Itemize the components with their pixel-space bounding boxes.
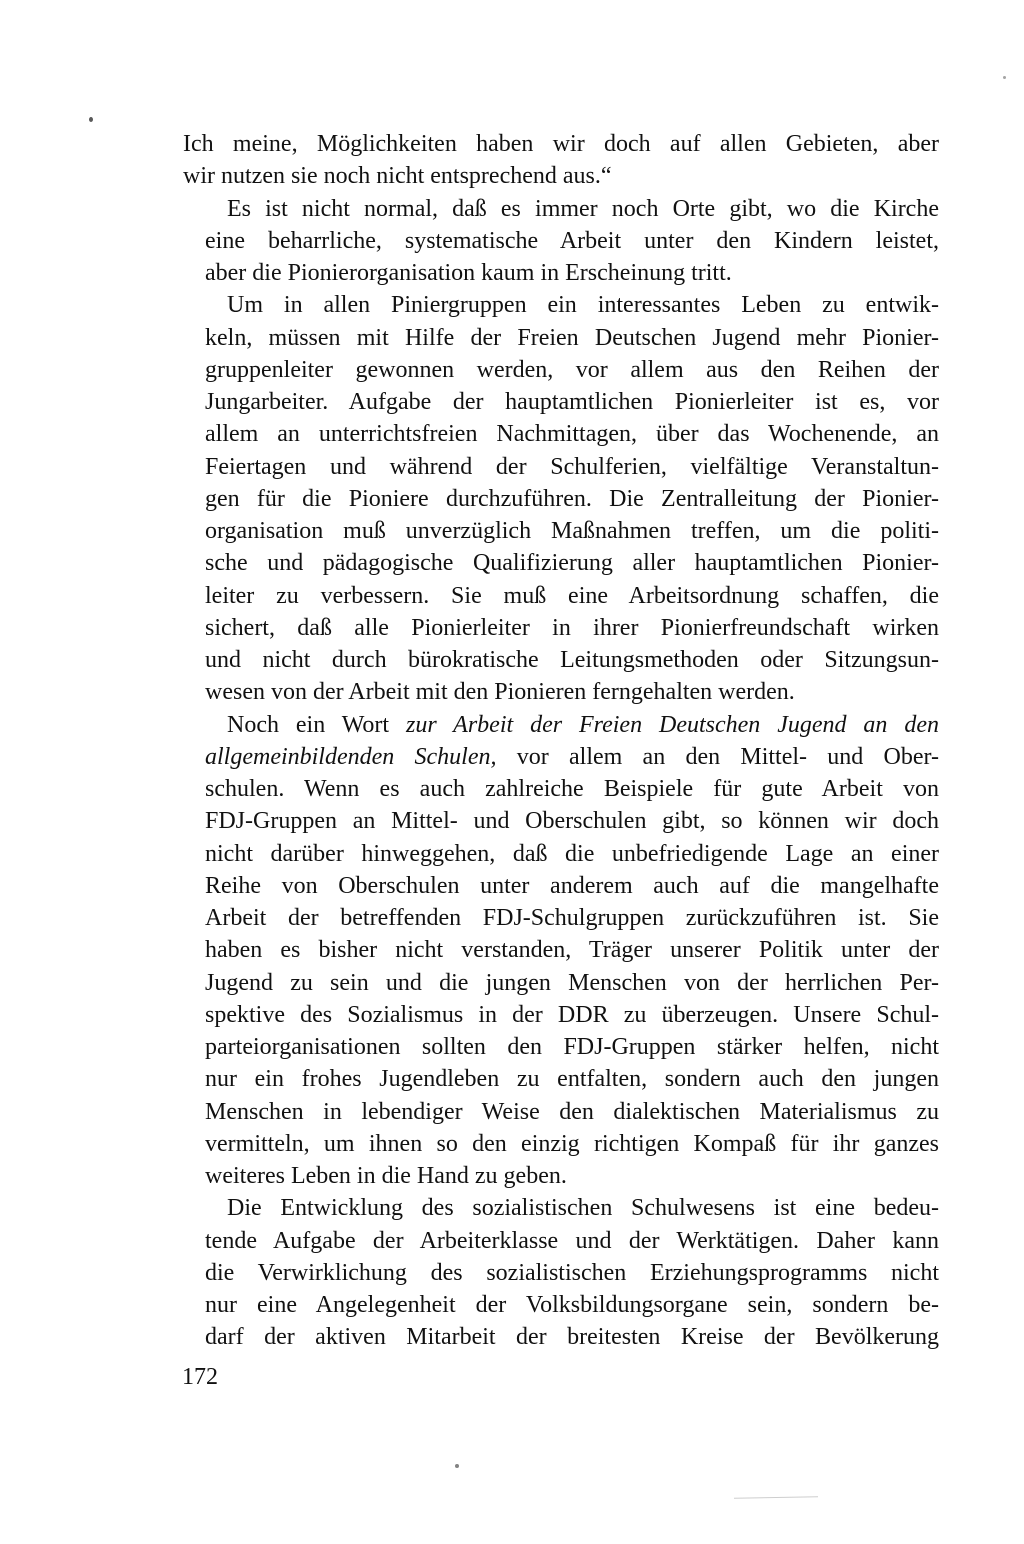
scan-speck — [89, 117, 93, 122]
italic-heading-part-1: zur Arbeit der Freien Deutschen Jugend an den — [406, 711, 939, 738]
text-line: Die Entwicklung des sozialistischen Schulwesens ist eine bedeu- — [227, 1195, 939, 1222]
text-line: allem an unterrichtsfreien Nachmittagen, über das Wochenende, an — [205, 421, 939, 448]
text-line: Ich meine, Möglichkeiten haben wir doch auf allen Gebieten, aber — [183, 131, 939, 157]
text-line: Es ist nicht normal, daß es immer noch Orte gibt, wo die Kirche — [227, 195, 939, 222]
text-line: nur ein frohes Jugendleben zu entfalten, sondern auch den jungen — [205, 1066, 939, 1093]
text-line: nicht darüber hinweggehen, daß die unbefriedigende Lage an einer — [205, 840, 939, 867]
paragraph-3 — [183, 289, 939, 708]
text-line-with-italic-heading — [183, 709, 939, 741]
text-line: wir nutzen sie noch nicht entsprechend aus.“ — [183, 163, 612, 190]
lead-text: Noch ein Wort — [227, 711, 407, 738]
text-line: leiter zu verbessern. Sie muß eine Arbeitsordnung schaffen, die — [205, 582, 939, 609]
text-line: gen für die Pioniere durchzuführen. Die Zentralleitung der Pionier- — [205, 485, 939, 512]
text-line: Um in allen Piniergruppen ein interessantes Leben zu entwik- — [227, 292, 939, 319]
text-line: gruppenleiter gewonnen werden, vor allem aus den Reihen der — [205, 356, 939, 383]
text-line: Jungarbeiter. Aufgabe der hauptamtlichen Pionierleiter ist es, vor — [205, 389, 939, 415]
text-line: Arbeit der betreffenden FDJ-Schulgruppen zurückzuführen ist. Sie — [205, 905, 939, 931]
scan-mark — [734, 1496, 818, 1498]
text-line: darf der aktiven Mitarbeit der breitesten Kreise der Bevölkerung — [205, 1324, 939, 1351]
text-line: organisation muß unverzüglich Maßnahmen treffen, um die politi- — [205, 518, 939, 544]
text-line: FDJ-Gruppen an Mittel- und Oberschulen gibt, so können wir doch — [205, 808, 939, 835]
text-line: parteiorganisationen sollten den FDJ-Gruppen stärker helfen, nicht — [205, 1034, 939, 1060]
text-line: Reihe von Oberschulen unter anderem auch auf die mangelhafte — [205, 872, 939, 899]
text-line: haben es bisher nicht verstanden, Träger unserer Politik unter der — [205, 937, 939, 964]
text-line: Feiertagen und während der Schulferien, vielfältige Veranstaltun- — [205, 453, 939, 480]
page-number: 172 — [182, 1364, 218, 1390]
text-line: tende Aufgabe der Arbeiterklasse und der Werktätigen. Daher kann — [205, 1227, 939, 1254]
text-line: sche und pädagogische Qualifizierung aller hauptamtlichen Pionier- — [205, 550, 939, 577]
paragraph-2 — [183, 193, 939, 290]
text-line: die Verwirklichung des sozialistischen Erziehungsprogramms nicht — [205, 1259, 939, 1286]
text-line: und nicht durch bürokratische Leitungsmethoden oder Sitzungsun- — [205, 647, 939, 673]
text-line: spektive des Sozialismus in der DDR zu überzeugen. Unsere Schul- — [205, 1001, 939, 1028]
text-line: weiteres Leben in die Hand zu geben. — [205, 1163, 567, 1189]
after-italic-text: vor allem an den Mittel- und Ober- — [496, 743, 940, 770]
scan-speck — [1003, 76, 1006, 79]
paragraph-5 — [183, 1192, 939, 1353]
paragraph-4 — [183, 709, 939, 1193]
text-line-with-italic-heading — [183, 741, 939, 773]
italic-heading-part-2: allgemeinbildenden Schulen, — [205, 743, 497, 770]
scan-speck — [455, 1464, 459, 1468]
paragraph-1 — [183, 128, 939, 193]
text-line: Jugend zu sein und die jungen Menschen von der herrlichen Per- — [205, 969, 939, 996]
text-line: schulen. Wenn es auch zahlreiche Beispiele für gute Arbeit von — [205, 776, 939, 802]
text-line: Menschen in lebendiger Weise den dialektischen Materialismus zu — [205, 1098, 939, 1125]
text-line: wesen von der Arbeit mit den Pionieren ferngehalten werden. — [205, 679, 795, 706]
text-line: nur eine Angelegenheit der Volksbildungsorgane sein, sondern be- — [205, 1292, 939, 1318]
text-line: aber die Pionierorganisation kaum in Erscheinung tritt. — [205, 260, 732, 286]
body-text — [183, 128, 939, 1354]
text-line: sichert, daß alle Pionierleiter in ihrer Pionierfreundschaft wirken — [205, 614, 939, 641]
text-line: eine beharrliche, systematische Arbeit unter den Kindern leistet, — [205, 227, 939, 254]
text-line: vermitteln, um ihnen so den einzig richtigen Kompaß für ihr ganzes — [205, 1130, 939, 1157]
text-line: keln, müssen mit Hilfe der Freien Deutschen Jugend mehr Pionier- — [205, 324, 939, 351]
